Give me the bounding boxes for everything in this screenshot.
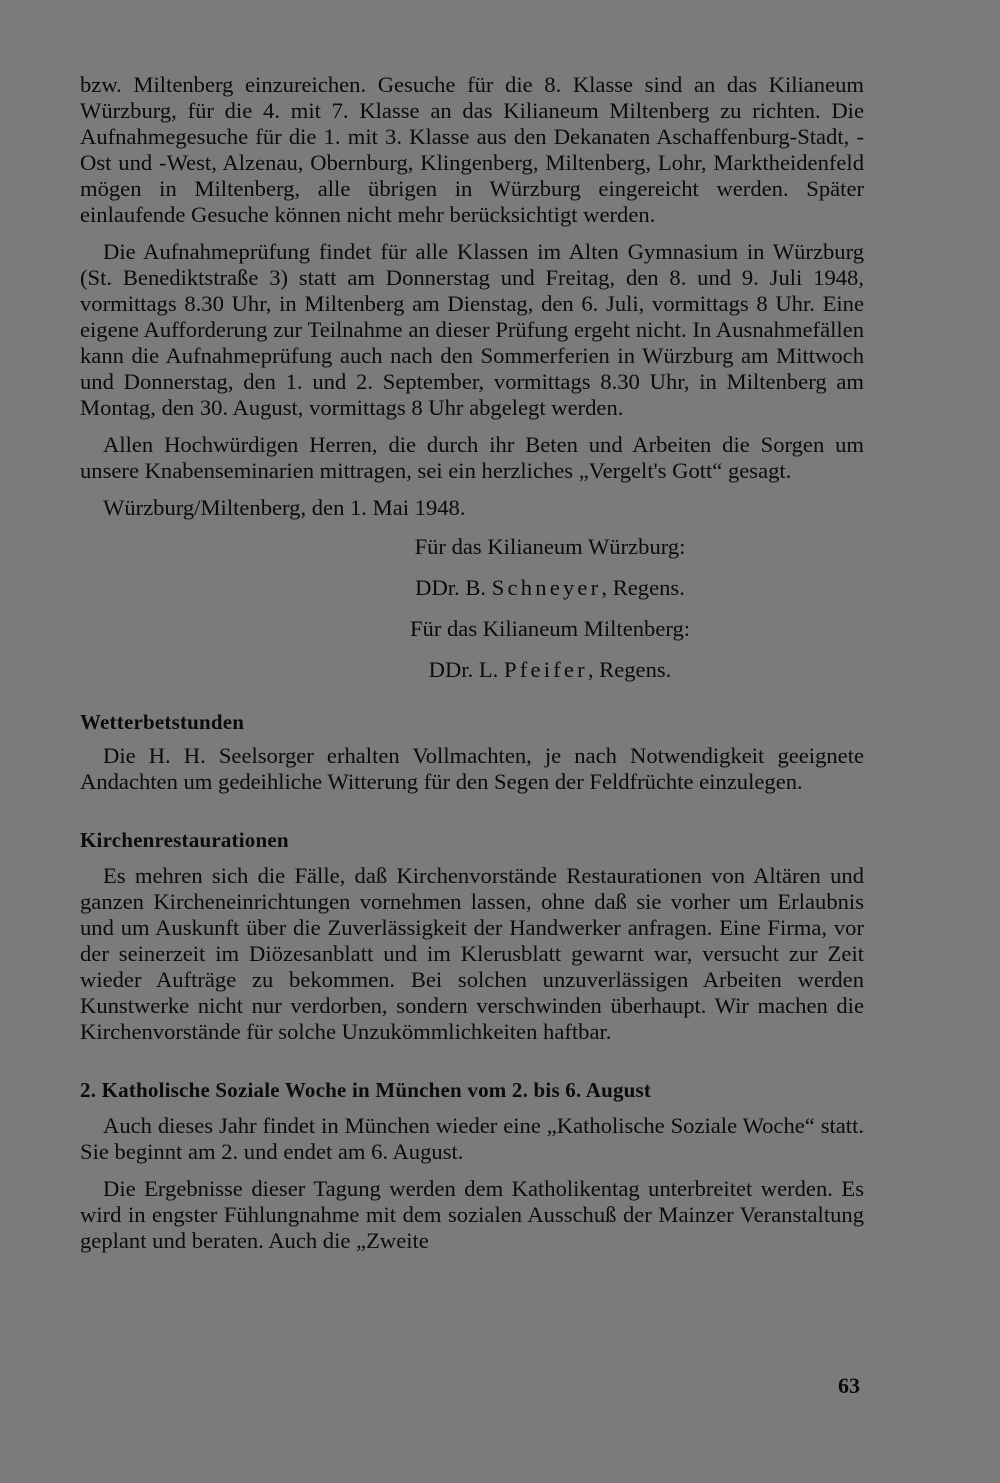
dateline: Würzburg/Miltenberg, den 1. Mai 1948.: [103, 495, 466, 520]
paragraph-thanks: Allen Hochwürdigen Herren, die durch ihr Beten und Arbeiten die Sorgen um unsere Knabenseminarien mittragen, sei ein herzliches „Vergelt's Gott“ gesagt.: [80, 432, 864, 483]
signature-wuerzburg: [80, 573, 864, 603]
signature-surname: Schneyer: [491, 575, 602, 600]
paragraph-soziale-woche-1: Auch dieses Jahr findet in München wieder eine „Katholische Soziale Woche“ statt. Sie beginnt am 2. und endet am 6. August.: [80, 1113, 864, 1164]
page-number: 63: [838, 1373, 860, 1398]
signature-miltenberg: [80, 655, 864, 685]
signature-role: , Regens.: [587, 657, 672, 682]
signature-role: , Regens.: [601, 575, 685, 600]
paragraph-entrance-exam: Die Aufnahmeprüfung findet für alle Klassen im Alten Gymnasium in Würzburg (St. Benediktstraße 3) statt am Donnerstag und Freitag, den 8. und 9. Juli 1948, vormittags 8.30 Uhr, in Miltenberg am Dienstag, den 6. Juli, vormittags 8 Uhr. Eine eigene Aufforderung zur Teilnahme an dieser Prüfung ergeht nicht. In Ausnahmefällen kann die Aufnahmeprüfung auch nach den Sommerferien in Würzburg am Mittwoch und Donnerstag, den 1. und 2. September, vormittags 8.30 Uhr, in Miltenberg am Montag, den 30. August, vormittags 8 Uhr abgelegt werden.: [80, 239, 864, 420]
signature-title: DDr. L.: [428, 657, 499, 682]
signature-title: DDr. B.: [415, 575, 487, 600]
paragraph-admission-applications: bzw. Miltenberg einzureichen. Gesuche für die 8. Klasse sind an das Kilianeum Würzburg, für die 4. mit 7. Klasse an das Kilianeum Miltenberg zu richten. Die Aufnahmegesuche für die 1. mit 3. Klasse aus den Dekanaten Aschaffenburg-Stadt, -Ost und -West, Alzenau, Obernburg, Klingenberg, Miltenberg, Lohr, Marktheidenfeld mögen in Miltenberg, alle übrigen in Würzburg eingereicht werden. Später einlaufende Gesuche können nicht mehr berücksichtigt werden.: [80, 72, 864, 227]
section-heading-wetterbetstunden: Wetterbetstunden: [80, 710, 245, 734]
paragraph-soziale-woche-2: Die Ergebnisse dieser Tagung werden dem Katholikentag unterbreitet werden. Es wird in engster Fühlungnahme mit dem sozialen Ausschuß der Mainzer Veranstaltung geplant und beraten. Auch die „Zweite: [80, 1176, 864, 1253]
signature-org-wuerzburg: Für das Kilianeum Würzburg:: [414, 534, 686, 559]
signature-surname: Pfeifer: [503, 657, 588, 682]
paragraph-wetterbetstunden: Die H. H. Seelsorger erhalten Vollmachten, je nach Notwendigkeit geeignete Andachten um gedeihliche Witterung für den Segen der Feldfrüchte einzulegen.: [80, 743, 864, 794]
section-heading-kirchenrestaurationen: Kirchenrestaurationen: [80, 828, 289, 852]
paragraph-kirchenrestaurationen: Es mehren sich die Fälle, daß Kirchenvorstände Restaurationen von Altären und ganzen Kircheneinrichtungen vornehmen lassen, ohne daß sie vorher um Erlaubnis und um Auskunft über die Zuverlässigkeit der Handwerker anfragen. Eine Firma, vor der seinerzeit im Diözesanblatt und im Klerusblatt gewarnt war, versucht zur Zeit wieder Aufträge zu bekommen. Bei solchen unzuverlässigen Arbeiten werden Kunstwerke nicht nur verdorben, sondern verschwinden überhaupt. Wir machen die Kirchenvorstände für solche Unzukömmlichkeiten haftbar.: [80, 863, 864, 1044]
body-text: [80, 72, 864, 1265]
signature-org-miltenberg: Für das Kilianeum Miltenberg:: [409, 616, 691, 641]
section-heading-soziale-woche: 2. Katholische Soziale Woche in München vom 2. bis 6. August: [80, 1078, 652, 1102]
